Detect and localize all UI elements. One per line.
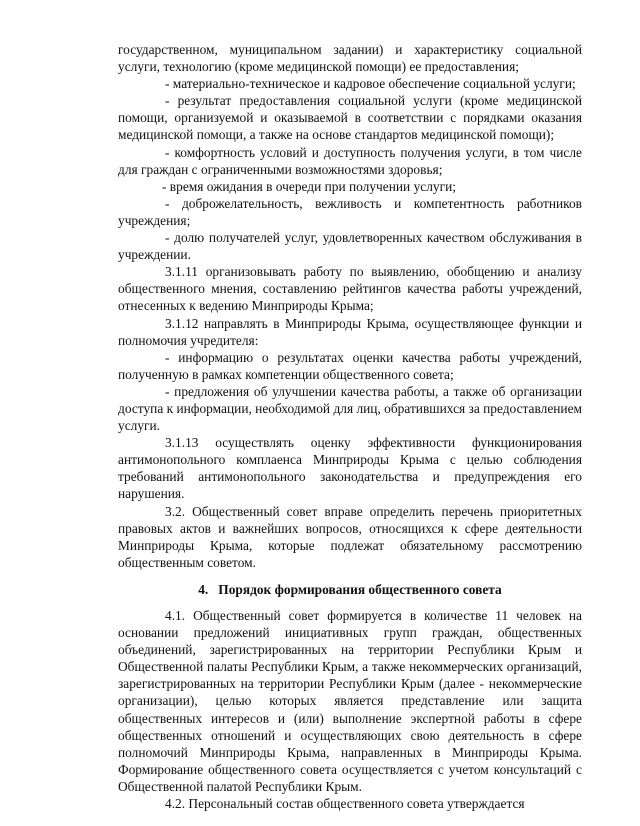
clause-3-2: 3.2. Общественный совет вправе определить перечень приоритетных правовых актов и важнейших вопросов, относящихся к сфере деятельности Минприроды Крыма, которые подлежат обязательному рассмотрению общественным советом. (118, 503, 582, 570)
clause-4-2: 4.2. Персональный состав общественного совета утверждается (165, 796, 525, 812)
list-item-service-result: - результат предоставления социальной услуги (кроме медицинской помощи, организуемой и оказываемой в соответствии с порядками оказания медицинской помощи, а также на основе стандартов медицинской помощи); (118, 93, 582, 143)
paragraph-service-characteristics: государственном, муниципальном задании) и характеристику социальной услуги, технологию (кроме медицинской помощи) ее предоставления; (118, 42, 582, 75)
clause-3-1-13: 3.1.13 осуществлять оценку эффективности функционирования антимонопольного комплаенса Минприроды Крыма с целью соблюдения требований антимонопольного законодательства и предупреждения его нарушения. (118, 435, 582, 502)
document-page (118, 41, 582, 812)
clause-3-1-12: 3.1.12 направлять в Минприроды Крыма, осуществляющее функции и полномочия учредителя: (118, 315, 582, 348)
section-number: 4. (198, 581, 209, 597)
section-title: Порядок формирования общественного совета (218, 581, 502, 597)
list-item-improvement-proposals: - предложения об улучшении качества работы, а также об организации доступа к информации, необходимой для лиц, обратившихся за предоставлением услуги. (118, 383, 583, 434)
list-item-logistics-staffing: - материально-техническое и кадровое обеспечение социальной услуги; (165, 76, 576, 92)
section-heading (118, 571, 582, 607)
list-item-staff-courtesy: - доброжелательность, вежливость и компетентность работников учреждения; (118, 195, 582, 228)
clause-4-1: 4.1. Общественный совет формируется в количестве 11 человек на основании предложений инициативных групп граждан, общественных объединений, зарегистрированных на территории Республики Крым и Общественной палаты Республики Крым, а также некоммерческих организаций, зарегистрированных на территории Республики Крым (далее - некоммерческие организации), целью которых является представление или защита общественных интересов и (или) выполнение экспертной работы в сфере общественных отношений и осуществляющих свою деятельность в сфере полномочий Минприроды Крыма, направленных в Минприроды Крыма. Формирование общественного совета осуществляется с учетом консультаций с Общественной палатой Республики Крым. (118, 608, 582, 794)
list-item-waiting-time: - время ожидания в очереди при получении услуги; (162, 178, 456, 194)
list-item-quality-results: - информацию о результатах оценки качества работы учреждений, полученную в рамках компетенции общественного совета; (118, 349, 582, 382)
clause-3-1-11: 3.1.11 организовывать работу по выявлению, обобщению и анализу общественного мнения, составлению рейтингов качества работы учреждений, отнесенных к ведению Минприроды Крыма; (118, 264, 582, 314)
list-item-comfort-accessibility: - комфортность условий и доступность получения услуги, в том числе для граждан с ограниченными возможностями здоровья; (118, 144, 582, 177)
list-item-satisfied-share: - долю получателей услуг, удовлетворенных качеством обслуживания в учреждении. (118, 230, 582, 263)
